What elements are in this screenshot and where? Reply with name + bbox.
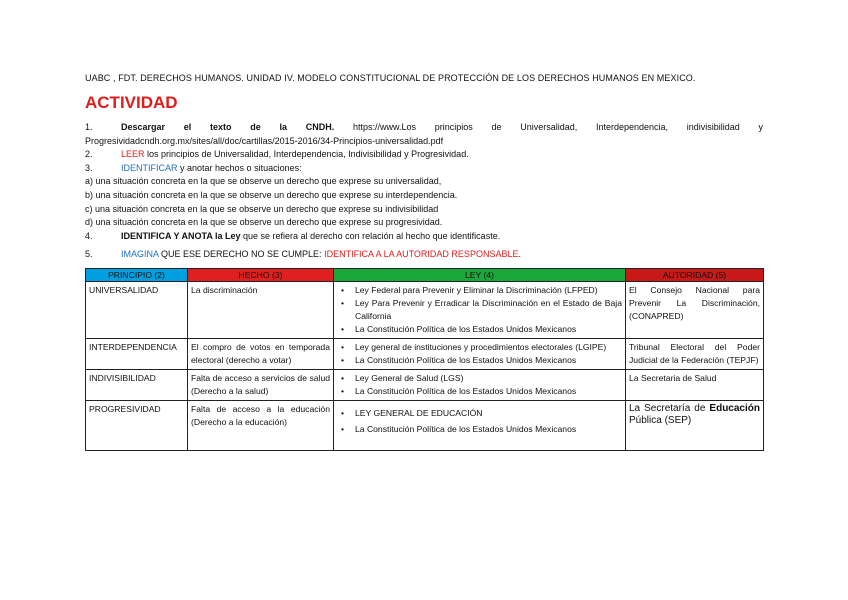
list-item: • La Constitución Política de los Estados Unidos Mexicanos (355, 385, 622, 398)
instruction-1-url: Progresividadcndh.org.mx/sites/all/doc/cartillas/2015-2016/34-Principios-universalidad.pdf (85, 135, 444, 146)
cell-ley (334, 400, 626, 450)
table-row (86, 369, 764, 400)
instructions (85, 121, 763, 262)
table-header-row (86, 268, 764, 281)
cell-principio: UNIVERSALIDAD (86, 281, 188, 338)
item-b: b) una situación concreta en la que se observe un derecho que exprese su interdependencia. (85, 189, 458, 200)
header-autoridad: AUTORIDAD (5) (626, 268, 764, 281)
list-item: • Ley general de instituciones y procedimientos electorales (LGIPE) (355, 341, 622, 354)
list-item: • Ley Federal para Prevenir y Eliminar la Discriminación (LFPED) (355, 284, 622, 297)
cell-principio: INDIVISIBILIDAD (86, 369, 188, 400)
cell-hecho: El compro de votos en temporada electoral (derecho a votar) (188, 338, 334, 369)
cell-ley (334, 369, 626, 400)
cell-principio: INTERDEPENDENCIA (86, 338, 188, 369)
header-ley: LEY (4) (334, 268, 626, 281)
table-row (86, 281, 764, 338)
cell-hecho: Falta de acceso a servicios de salud (Derecho a la salud) (188, 369, 334, 400)
header-hecho: HECHO (3) (188, 268, 334, 281)
header-principio: PRINCIPIO (2) (86, 268, 188, 281)
cell-autoridad: El Consejo Nacional para Prevenir La Discriminación, (CONAPRED) (626, 281, 764, 338)
instruction-1: 1. Descargar el texto de la CNDH. https://www.Los principios de Universalidad, Interdependencia, indivisibilidad y (85, 122, 764, 132)
cell-autoridad: La Secretaria de Salud (626, 369, 764, 400)
instruction-3: 3. IDENTIFICAR y anotar hechos o situaciones: (85, 162, 302, 173)
list-item: • La Constitución Política de los Estados Unidos Mexicanos (355, 423, 622, 436)
cell-hecho: Falta de acceso a la educación (Derecho a la educación) (188, 400, 334, 450)
cell-ley (334, 338, 626, 369)
document-page (85, 72, 763, 451)
instruction-4: 4. IDENTIFICA Y ANOTA la Ley que se refiera al derecho con relación al hecho que identificaste. (85, 230, 501, 241)
cell-principio: PROGRESIVIDAD (86, 400, 188, 450)
cell-autoridad: Tribunal Electoral del Poder Judicial de la Federación (TEPJF) (626, 338, 764, 369)
item-a: a) una situación concreta en la que se observe un derecho que exprese su universalidad, (85, 176, 442, 187)
list-item: • Ley Para Prevenir y Erradicar la Discriminación en el Estado de Baja California (355, 297, 622, 323)
activity-title: ACTIVIDAD (85, 93, 178, 112)
item-c: c) una situación concreta en la que se observe un derecho que exprese su indivisibilidad (85, 203, 439, 214)
table-row (86, 400, 764, 450)
instruction-5: 5. IMAGINA QUE ESE DERECHO NO SE CUMPLE: IDENTIFICA A LA AUTORIDAD RESPONSABLE. (85, 249, 521, 260)
list-item: • LEY GENERAL DE EDUCACIÓN (355, 407, 622, 420)
table-row (86, 338, 764, 369)
rights-table (85, 268, 764, 451)
cell-ley (334, 281, 626, 338)
item-d: d) una situación concreta en la que se observe un derecho que exprese su progresividad. (85, 217, 443, 228)
instruction-2: 2. LEER los principios de Universalidad, Interdependencia, Indivisibilidad y Progresividad. (85, 149, 469, 160)
list-item: • La Constitución Política de los Estados Unidos Mexicanos (355, 323, 622, 336)
cell-autoridad: La Secretaría de Educación Pública (SEP) (626, 400, 764, 450)
document-header: UABC , FDT. DERECHOS HUMANOS. UNIDAD IV. MODELO CONSTITUCIONAL DE PROTECCIÓN DE LOS DERECHOS HUMANOS EN MEXICO. (85, 73, 696, 83)
list-item: • La Constitución Política de los Estados Unidos Mexicanos (355, 354, 622, 367)
list-item: • Ley General de Salud (LGS) (355, 372, 622, 385)
cell-hecho: La discriminación (188, 281, 334, 338)
